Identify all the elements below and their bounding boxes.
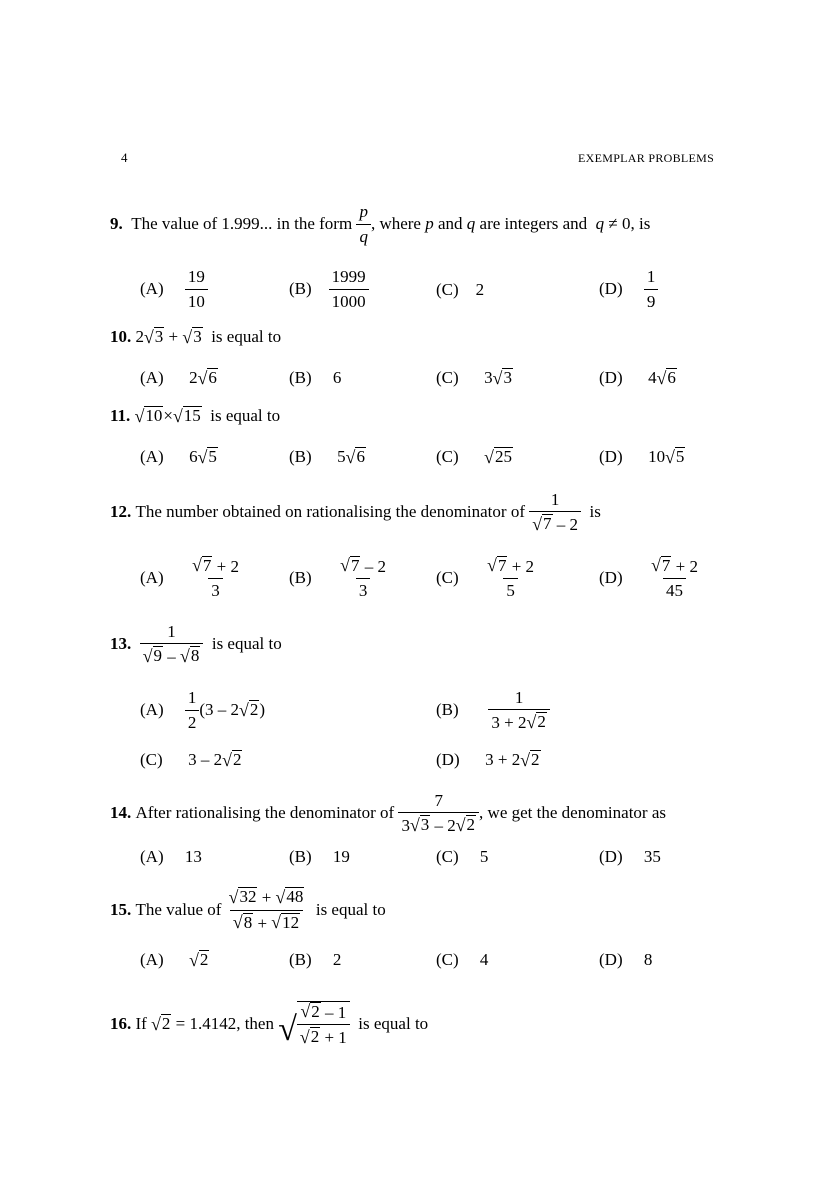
option-label: (C) [436, 280, 459, 299]
radical: √ 5 [665, 447, 685, 468]
option-label: (A) [140, 568, 164, 587]
option-value: 8 [643, 950, 653, 969]
question-text: The number obtained on rationalising the denominator of [135, 502, 525, 521]
radical: √ 7 [532, 513, 552, 534]
option-value: 19 [332, 847, 350, 866]
option-label: (D) [599, 568, 623, 587]
question-number: 11. [110, 406, 131, 425]
option-value: √ 7 – 2 3 [340, 555, 386, 600]
radical: √ 25 [484, 447, 512, 468]
q11-option-b[interactable] [289, 447, 366, 467]
q10-option-d[interactable] [599, 368, 677, 388]
option-value: $\frac{1999}{1000}$ [329, 267, 369, 311]
question-text: The value of 1.999... in the form [131, 214, 353, 233]
question-number: 16. [110, 1014, 132, 1033]
option-label: (D) [599, 847, 623, 866]
question-text: , we get the denominator as [479, 803, 666, 822]
radical: √ 3 [182, 327, 202, 348]
q11-option-d[interactable] [599, 447, 685, 467]
question-text: is equal to [315, 900, 386, 919]
option-value: 6 [332, 368, 342, 387]
option-label: (A) [140, 447, 164, 466]
question-number: 15. [110, 900, 132, 919]
question-12 [110, 484, 601, 540]
radical: √ 2 [520, 750, 540, 771]
var-q: q [359, 226, 368, 246]
question-number: 13. [110, 634, 132, 653]
coefficient: 2 [135, 327, 144, 346]
option-value: 4 [479, 950, 489, 969]
radical: √ 3 [492, 368, 512, 389]
option-value: $\frac{19}{10}$ [185, 267, 208, 311]
option-label: (C) [436, 950, 459, 969]
question-text: If [135, 1014, 147, 1033]
question-text: is [589, 502, 601, 521]
coefficient: 4 [648, 368, 657, 387]
option-label: (A) [140, 847, 164, 866]
option-label: (D) [599, 368, 623, 387]
question-text: The value of [135, 900, 222, 919]
radical-fraction: √ √ 2 – 1 √ 2 + 1 [278, 1001, 350, 1048]
option-label: (B) [289, 279, 312, 298]
option-value: $\frac{1}{9}$ [644, 267, 659, 311]
radical: √ 6 [345, 447, 365, 468]
radical: √ 6 [197, 368, 217, 389]
q12-option-a[interactable] [140, 553, 242, 603]
option-label: (A) [140, 368, 164, 387]
option-label: (C) [436, 568, 459, 587]
q9-option-c[interactable] [436, 280, 484, 300]
option-value: 1 3 + 2 √ 2 [488, 688, 549, 733]
q13-option-a[interactable] [140, 684, 265, 736]
option-value: √ 7 + 2 45 [651, 555, 698, 600]
question-text: is equal to [211, 327, 282, 346]
var-q: q [595, 214, 605, 233]
q14-option-b[interactable] [289, 847, 350, 867]
option-label: (C) [436, 847, 459, 866]
option-label: (A) [140, 279, 164, 298]
option-value: 13 [184, 847, 202, 866]
operator: + [168, 327, 179, 346]
var-q: q [466, 214, 476, 233]
option-value: 5 [479, 847, 489, 866]
q12-option-c[interactable] [436, 553, 537, 603]
coefficient: 5 [337, 447, 346, 466]
radical: √ 2 [151, 1014, 171, 1034]
paren: ) [259, 700, 265, 719]
option-label: (D) [599, 447, 623, 466]
q9-option-b[interactable] [289, 266, 369, 312]
option-label: (C) [436, 447, 459, 466]
var-p: p [359, 201, 368, 221]
option-label: (B) [289, 847, 312, 866]
radical: √ 2 [239, 700, 259, 720]
coefficient-fraction: $\frac{1}{2}$ [185, 688, 200, 732]
question-11 [110, 406, 280, 426]
q14-option-c[interactable] [436, 847, 488, 867]
radical: √ 5 [197, 447, 217, 468]
option-value: 3 – 2 [188, 750, 223, 769]
coefficient: 10 [648, 447, 666, 466]
option-value: √ 7 + 2 5 [487, 555, 535, 600]
question-text: After rationalising the denominator of [135, 803, 395, 822]
fraction: √ 32 + √ 48 √ 8 + √ 12 [228, 886, 304, 933]
q12-option-d[interactable] [599, 553, 701, 603]
fraction: 7 3 √ 3 – 2 √ 2 [398, 791, 479, 836]
question-text: is equal to [210, 406, 281, 425]
radical: √ 6 [656, 368, 676, 389]
q13-option-c[interactable] [140, 750, 242, 770]
option-value: 2 [475, 280, 485, 299]
option-label: (D) [599, 950, 623, 969]
radical: √ 10 [134, 406, 163, 427]
fraction: 1 √ 9 – √ 8 [140, 622, 204, 667]
radical: √ 2 [222, 750, 242, 771]
q9-option-d[interactable] [599, 266, 658, 312]
question-13 [110, 616, 282, 672]
coefficient: 2 [189, 368, 198, 387]
fraction-p-over-q [356, 202, 371, 246]
option-value: (3 – 2 [199, 700, 240, 719]
q15-option-d[interactable] [599, 950, 652, 970]
question-text: and [437, 214, 463, 233]
option-label: (C) [140, 750, 163, 769]
option-label: (A) [140, 700, 164, 719]
question-text: are integers and [479, 214, 588, 233]
q13-option-d[interactable] [436, 750, 541, 770]
q11-option-a[interactable] [140, 447, 218, 467]
question-number: 14. [110, 803, 132, 822]
running-header: EXEMPLAR PROBLEMS [578, 151, 715, 165]
coefficient: 3 [484, 368, 493, 387]
operator: × [163, 406, 173, 425]
question-text: is equal to [358, 1014, 429, 1033]
option-label: (B) [289, 368, 312, 387]
q15-option-b[interactable] [289, 950, 341, 970]
q9-option-a[interactable] [140, 266, 208, 312]
option-label: (B) [289, 950, 312, 969]
question-16 [110, 995, 428, 1053]
question-14 [110, 785, 666, 841]
option-value: √ 7 + 2 3 [192, 555, 239, 600]
option-label: (A) [140, 950, 164, 969]
question-text: , is [630, 214, 651, 233]
option-label: (B) [289, 447, 312, 466]
q10-option-b[interactable] [289, 368, 341, 388]
question-number: 10. [110, 327, 132, 346]
q13-option-b[interactable] [436, 684, 550, 736]
q14-option-a[interactable] [140, 847, 202, 867]
page-number: 4 [121, 150, 128, 165]
question-10 [110, 327, 281, 347]
q10-option-a[interactable] [140, 368, 218, 388]
option-label: (D) [599, 279, 623, 298]
fraction: 1 √ 7 – 2 [529, 490, 581, 535]
coefficient: 6 [189, 447, 198, 466]
option-label: (B) [436, 700, 459, 719]
question-text: = 1.4142, then [175, 1014, 274, 1033]
option-label: (C) [436, 368, 459, 387]
question-9 [110, 196, 650, 252]
q14-option-d[interactable] [599, 847, 661, 867]
option-value: 2 [332, 950, 342, 969]
question-number: 12. [110, 502, 132, 521]
option-value: 3 + 2 [485, 750, 521, 769]
option-label: (B) [289, 568, 312, 587]
question-number: 9. [110, 214, 123, 233]
question-text: , where [370, 214, 421, 233]
condition: ≠ 0 [608, 214, 631, 233]
q15-option-c[interactable] [436, 950, 488, 970]
radical: √ 2 [189, 950, 209, 971]
q10-option-c[interactable] [436, 368, 513, 388]
radical: √ 15 [172, 406, 201, 427]
q15-option-a[interactable] [140, 950, 209, 970]
option-value: 35 [643, 847, 661, 866]
option-label: (D) [436, 750, 460, 769]
question-text: is equal to [211, 634, 282, 653]
q11-option-c[interactable] [436, 447, 513, 467]
var-p: p [425, 214, 434, 233]
q12-option-b[interactable] [289, 553, 389, 603]
question-15 [110, 882, 386, 938]
radical: √ 3 [144, 327, 164, 348]
